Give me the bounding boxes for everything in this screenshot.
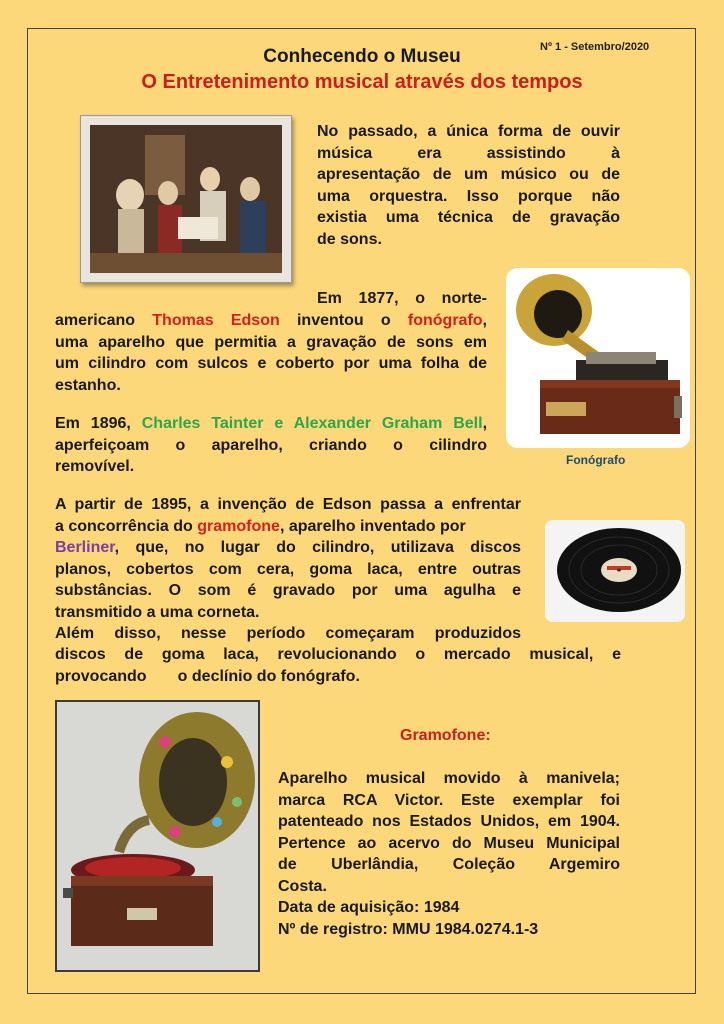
gramophone-illustration <box>57 702 258 970</box>
edison-paragraph <box>55 310 487 396</box>
bell-text: Em 1896, <box>55 415 142 432</box>
edison-text: inventou o <box>279 312 408 329</box>
gramofone-description <box>278 768 620 940</box>
painting-canvas <box>90 125 282 273</box>
intro-paragraph <box>317 121 620 250</box>
issue-number: Nº 1 - Setembro/2020 <box>540 41 650 53</box>
gramophone-line9: provocando o declínio do fonógrafo. <box>55 667 360 685</box>
gramophone-line1: A partir de 1895, a invenção de Edson passa a enfrentar <box>55 496 521 513</box>
edison-line5: estanho. <box>55 376 121 394</box>
bell-line2: aperfeiçoam o aparelho, criando o cilindro <box>55 436 487 454</box>
gramophone-tail <box>55 644 621 687</box>
gramophone-line3 <box>55 537 521 559</box>
description-line: Pertence ao acervo do Museu Municipal <box>278 834 620 852</box>
bell-paragraph <box>55 413 487 478</box>
intro-line: de sons. <box>317 230 382 248</box>
intro-line: música era assistindo à <box>317 144 620 162</box>
vinyl-disc-illustration <box>545 520 685 622</box>
gramophone-line2 <box>55 516 521 538</box>
phonograph-photo <box>506 268 690 448</box>
bell-line1 <box>55 413 487 435</box>
intro-line: uma orquestra. Isso porque não <box>317 187 620 205</box>
gramophone-line4: planos, cobertos com cera, goma laca, entre outras <box>55 560 521 578</box>
gramophone-line8: discos de goma laca, revolucionando o mercado musical, e <box>55 646 621 663</box>
page-subtitle: O Entretenimento musical através dos tempos <box>141 71 583 93</box>
musicians-illustration <box>90 125 282 273</box>
description-line: Aparelho musical movido à manivela; <box>278 770 620 787</box>
description-line: marca RCA Victor. Este exemplar foi <box>278 791 620 809</box>
inventors-names: Charles Tainter e Alexander Graham Bell <box>141 415 483 432</box>
page-title: Conhecendo o Museu <box>263 46 461 67</box>
description-line: de Uberlândia, Coleção Argemiro <box>278 856 620 873</box>
intro-line: existia uma técnica de gravação <box>317 209 620 226</box>
acquisition-date: Data de aquisição: 1984 <box>278 899 460 916</box>
gramophone-line6: transmitido a uma corneta. <box>55 603 260 621</box>
gramophone-photo <box>55 700 260 972</box>
gramofone-section-title: Gramofone: <box>400 727 491 744</box>
orchestra-painting <box>80 115 292 283</box>
intro-line: apresentação de um músico ou de <box>317 166 620 183</box>
bell-text: , <box>482 415 488 432</box>
gramophone-text: a concorrência do <box>55 517 198 535</box>
gramophone-text: , que, no lugar do cilindro, utilizava discos <box>114 539 521 556</box>
intro-line: No passado, a única forma de ouvir <box>317 123 620 140</box>
gramophone-term: gramofone <box>197 517 280 535</box>
gramophone-paragraph <box>55 494 521 623</box>
gramophone-line5: substâncias. O som é gravado por uma agulha e <box>55 582 521 599</box>
edison-line3: uma aparelho que permitia a gravação de sons em <box>55 333 487 351</box>
edison-line2 <box>55 310 487 332</box>
berliner-name: Berliner <box>55 539 115 556</box>
registry-number: Nº de registro: MMU 1984.0274.1-3 <box>278 920 539 938</box>
edison-text: , <box>482 312 487 329</box>
record-photo <box>545 520 685 622</box>
phonograph-caption: Fonógrafo <box>566 453 626 467</box>
edison-text: americano <box>55 312 153 329</box>
description-line: Costa. <box>278 877 327 895</box>
edison-name: Thomas Edson <box>152 312 280 329</box>
bell-line3: removível. <box>55 458 135 475</box>
description-line: patenteado nos Estados Unidos, em 1904. <box>278 813 620 830</box>
phonograph-illustration <box>506 268 690 448</box>
gramophone-text: , aparelho inventado por <box>279 517 466 535</box>
phonograph-term: fonógrafo <box>407 312 483 329</box>
gramophone-line7: Além disso, nesse período começaram produzidos <box>55 625 521 642</box>
edison-line4: um cilindro com sulcos e coberto por uma folha de <box>55 355 487 372</box>
edison-line1: Em 1877, o norte- <box>317 290 487 307</box>
